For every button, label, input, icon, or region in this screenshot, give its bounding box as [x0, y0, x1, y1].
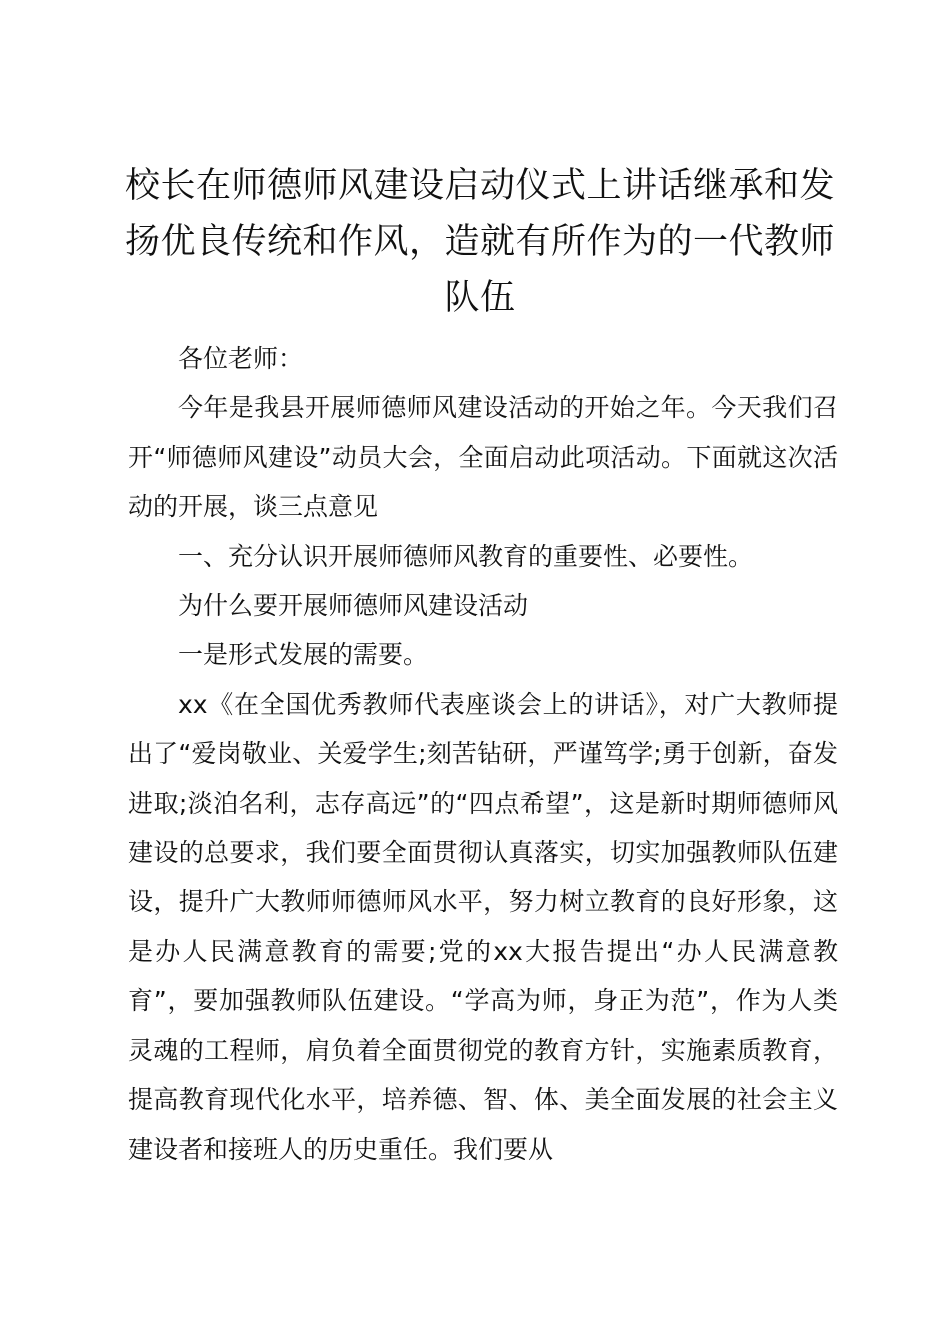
document-title: 校长在师德师风建设启动仪式上讲话继承和发扬优良传统和作风，造就有所作为的一代教师队伍 [124, 166, 835, 318]
document-body [128, 334, 838, 1174]
body-paragraph: xx《在全国优秀教师代表座谈会上的讲话》，对广大教师提出了“爱岗敬业、关爱学生;刻苦钻研，严谨笃学;勇于创新，奋发进取;淡泊名利，志存高远”的“四点希望”，这是新时期师德师风建设的总要求，我们要全面贯彻认真落实，切实加强教师队伍建设，提升广大教师师德师风水平，努力树立教育的良好形象，这是办人民满意教育的需要;党的xx大报告提出“办人民满意教育”，要加强教师队伍建设。“学高为师，身正为范”，作为人类灵魂的工程师，肩负着全面贯彻党的教育方针，实施素质教育，提高教育现代化水平，培养德、智、体、美全面发展的社会主义建设者和接班人的历史重任。我们要从 [128, 689, 838, 1164]
body-paragraph: 今年是我县开展师德师风建设活动的开始之年。今天我们召开“师德师风建设”动员大会，全面启动此项活动。下面就这次活动的开展，谈三点意见 [128, 393, 838, 522]
body-paragraph: 为什么要开展师德师风建设活动 [178, 591, 529, 621]
body-paragraph: 一是形式发展的需要。 [178, 640, 429, 670]
section-heading-paragraph: 一、充分认识开展师德师风教育的重要性、必要性。 [178, 541, 754, 571]
salutation-paragraph: 各位老师： [178, 344, 304, 373]
